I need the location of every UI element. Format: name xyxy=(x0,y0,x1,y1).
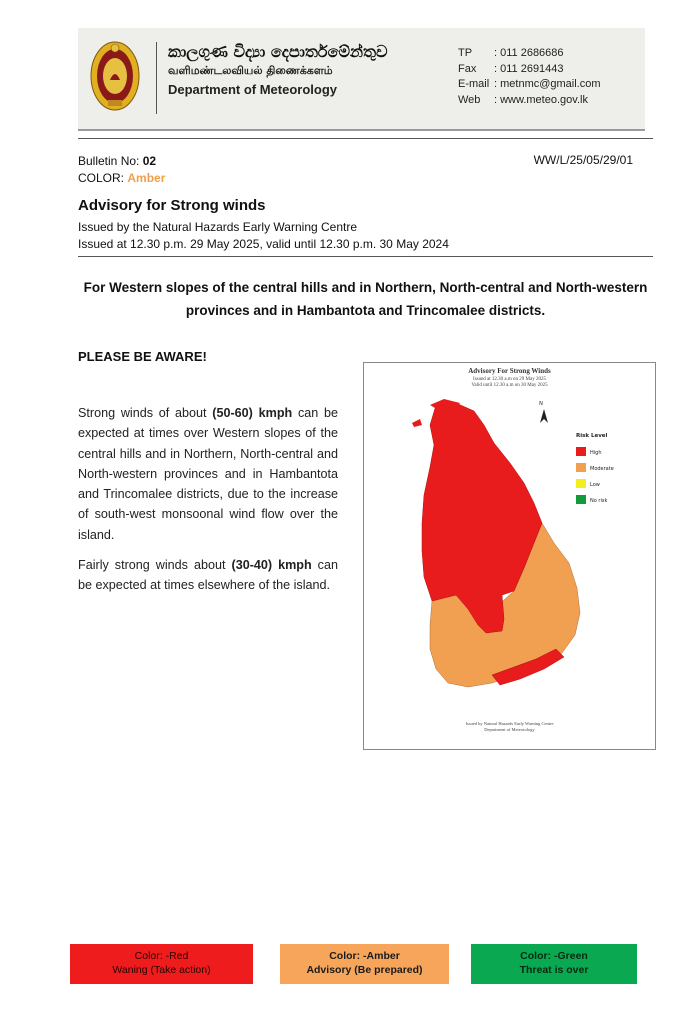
legend-label: Moderate xyxy=(590,466,614,472)
legend-swatch-low xyxy=(576,479,586,488)
sri-lanka-map xyxy=(364,363,657,751)
legend-swatch-moderate xyxy=(576,463,586,472)
organization-name xyxy=(168,42,387,100)
svg-text:N: N xyxy=(539,401,543,407)
color-key-green: Color: -Green Threat is over xyxy=(471,944,637,984)
map-valid: Valid until 12.30 a.m on 30 May 2025 xyxy=(471,383,548,388)
header-divider xyxy=(156,42,157,114)
advisory-map xyxy=(363,362,656,750)
advisory-title: Advisory for Strong winds xyxy=(78,197,266,214)
org-name-sinhala: කාලගුණ විද්‍යා දෙපාර්තමේන්තුව xyxy=(168,42,388,61)
legend-label: High xyxy=(590,450,602,456)
color-key-red: Color: -Red Waning (Take action) xyxy=(70,944,253,984)
please-be-aware: PLEASE BE AWARE! xyxy=(78,349,207,364)
bulletin-reference: WW/L/25/05/29/01 xyxy=(533,153,633,167)
legend-swatch-high xyxy=(576,447,586,456)
color-key-amber: Color: -Amber Advisory (Be prepared) xyxy=(280,944,449,984)
contact-row: E-mail : metnmc@gmail.com xyxy=(458,78,601,90)
map-footer: Issued by Natural Hazards Early Warning Centre Department of Meteorology xyxy=(465,721,554,732)
legend-label: Low xyxy=(590,482,600,488)
contact-row: Fax : 011 2691443 xyxy=(458,62,564,75)
svg-text:Risk Level: Risk Level xyxy=(576,433,608,439)
contact-row: TP : 011 2686686 xyxy=(458,47,564,59)
legend-swatch-no-risk xyxy=(576,495,586,504)
letterhead xyxy=(78,28,645,131)
section-rule xyxy=(78,256,653,257)
bulletin-number: Bulletin No: 02 xyxy=(78,154,157,168)
header-rule xyxy=(78,138,653,139)
map-title: Advisory For Strong Winds xyxy=(468,367,551,375)
org-name-english: Department of Meteorology xyxy=(168,82,338,97)
bulletin-color: COLOR: Amber xyxy=(78,171,166,185)
contact-info xyxy=(458,46,601,108)
advisory-paragraph-2: Fairly strong winds about (30-40) kmph can be expected at times elsewhere of the island. xyxy=(78,558,338,593)
bulletin-info xyxy=(78,153,165,187)
affected-regions: For Western slopes of the central hills and in Northern, North-central and North-western provinces and in Hambantota and Trincomalee districts. xyxy=(83,280,648,318)
contact-row: Web : www.meteo.gov.lk xyxy=(458,93,588,106)
map-issued: Issued at 12.30 a.m on 29 May 2025 xyxy=(473,377,546,382)
legend-label: No risk xyxy=(590,498,608,504)
issued-at: Issued at 12.30 p.m. 29 May 2025, valid until 12.30 p.m. 30 May 2024 xyxy=(78,237,449,251)
issuer-info xyxy=(78,219,449,253)
issued-by: Issued by the Natural Hazards Early Warning Centre xyxy=(78,220,358,234)
advisory-paragraph-1: Strong winds of about (50-60) kmph can be expected at times over Western slopes of the central hills and in Northern, North-central and North-western provinces and in Hambantota and Trincomalee districts, due to the increase of south-west monsoonal wind flow over the island. xyxy=(78,406,339,542)
government-emblem-icon xyxy=(90,40,140,112)
north-arrow-icon xyxy=(540,409,548,423)
org-name-tamil: வளிமண்டலவியல் திணைக்களம் xyxy=(168,64,333,77)
